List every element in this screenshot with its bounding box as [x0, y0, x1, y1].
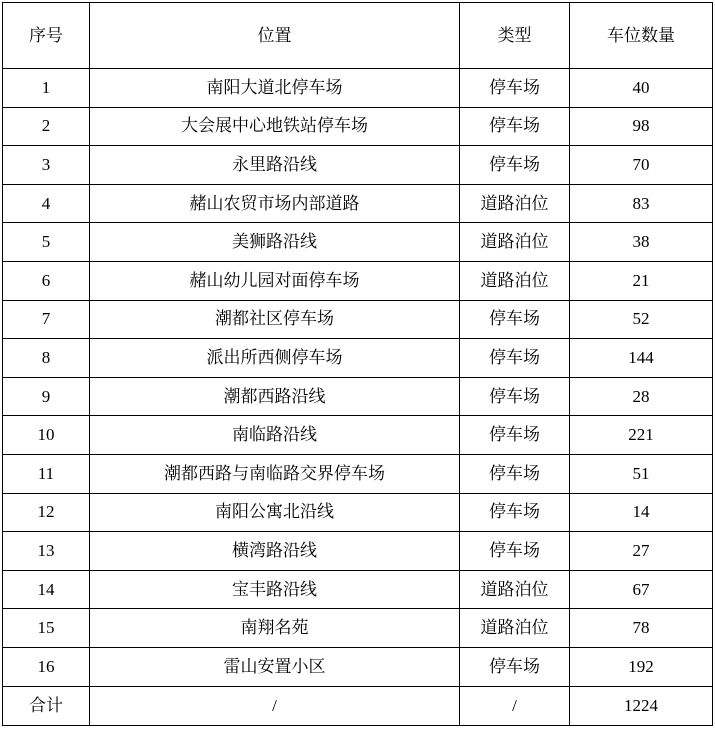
row-location: 雷山安置小区 — [90, 647, 460, 686]
table-row — [3, 146, 713, 185]
total-type: / — [460, 686, 570, 725]
table-row — [3, 609, 713, 648]
row-index: 9 — [3, 377, 90, 416]
row-location: 派出所西侧停车场 — [90, 339, 460, 378]
header-type: 类型 — [460, 3, 570, 69]
table-row — [3, 184, 713, 223]
row-index: 8 — [3, 339, 90, 378]
row-type: 道路泊位 — [460, 609, 570, 648]
row-count: 14 — [570, 493, 713, 532]
row-index: 7 — [3, 300, 90, 339]
table-row — [3, 647, 713, 686]
row-type: 停车场 — [460, 647, 570, 686]
row-index: 4 — [3, 184, 90, 223]
row-location: 美狮路沿线 — [90, 223, 460, 262]
row-location: 赭山农贸市场内部道路 — [90, 184, 460, 223]
row-type: 停车场 — [460, 69, 570, 108]
row-index: 10 — [3, 416, 90, 455]
row-index: 5 — [3, 223, 90, 262]
row-type: 道路泊位 — [460, 223, 570, 262]
row-count: 67 — [570, 570, 713, 609]
row-count: 38 — [570, 223, 713, 262]
parking-spaces-table — [2, 2, 713, 726]
table-row — [3, 300, 713, 339]
total-count: 1224 — [570, 686, 713, 725]
row-type: 停车场 — [460, 146, 570, 185]
table-row — [3, 532, 713, 571]
row-index: 14 — [3, 570, 90, 609]
row-type: 停车场 — [460, 416, 570, 455]
row-type: 停车场 — [460, 339, 570, 378]
row-count: 98 — [570, 107, 713, 146]
row-index: 6 — [3, 261, 90, 300]
row-count: 144 — [570, 339, 713, 378]
table-row — [3, 570, 713, 609]
table-row — [3, 493, 713, 532]
row-location: 南翔名苑 — [90, 609, 460, 648]
row-index: 16 — [3, 647, 90, 686]
row-location: 大会展中心地铁站停车场 — [90, 107, 460, 146]
row-type: 停车场 — [460, 532, 570, 571]
row-index: 13 — [3, 532, 90, 571]
row-type: 道路泊位 — [460, 261, 570, 300]
row-count: 192 — [570, 647, 713, 686]
row-count: 78 — [570, 609, 713, 648]
table-header-row — [3, 3, 713, 69]
row-count: 21 — [570, 261, 713, 300]
row-type: 停车场 — [460, 107, 570, 146]
row-index: 2 — [3, 107, 90, 146]
table-total-row — [3, 686, 713, 725]
table-row — [3, 107, 713, 146]
row-location: 南临路沿线 — [90, 416, 460, 455]
row-type: 道路泊位 — [460, 570, 570, 609]
table-row — [3, 69, 713, 108]
row-count: 51 — [570, 454, 713, 493]
row-location: 南阳大道北停车场 — [90, 69, 460, 108]
row-location: 潮都西路与南临路交界停车场 — [90, 454, 460, 493]
table-row — [3, 377, 713, 416]
row-type: 停车场 — [460, 493, 570, 532]
header-count: 车位数量 — [570, 3, 713, 69]
table-row — [3, 339, 713, 378]
table-row — [3, 223, 713, 262]
row-index: 11 — [3, 454, 90, 493]
table-body — [3, 69, 713, 687]
header-index: 序号 — [3, 3, 90, 69]
row-count: 70 — [570, 146, 713, 185]
row-count: 52 — [570, 300, 713, 339]
row-index: 15 — [3, 609, 90, 648]
row-type: 停车场 — [460, 300, 570, 339]
row-location: 永里路沿线 — [90, 146, 460, 185]
table-row — [3, 261, 713, 300]
row-location: 横湾路沿线 — [90, 532, 460, 571]
total-location: / — [90, 686, 460, 725]
row-count: 28 — [570, 377, 713, 416]
row-type: 停车场 — [460, 454, 570, 493]
row-count: 221 — [570, 416, 713, 455]
row-location: 潮都社区停车场 — [90, 300, 460, 339]
row-count: 40 — [570, 69, 713, 108]
row-type: 道路泊位 — [460, 184, 570, 223]
row-location: 赭山幼儿园对面停车场 — [90, 261, 460, 300]
row-index: 3 — [3, 146, 90, 185]
row-location: 南阳公寓北沿线 — [90, 493, 460, 532]
table-row — [3, 454, 713, 493]
row-type: 停车场 — [460, 377, 570, 416]
total-label: 合计 — [3, 686, 90, 725]
row-count: 27 — [570, 532, 713, 571]
header-location: 位置 — [90, 3, 460, 69]
row-location: 宝丰路沿线 — [90, 570, 460, 609]
row-location: 潮都西路沿线 — [90, 377, 460, 416]
row-count: 83 — [570, 184, 713, 223]
table-row — [3, 416, 713, 455]
row-index: 12 — [3, 493, 90, 532]
row-index: 1 — [3, 69, 90, 108]
